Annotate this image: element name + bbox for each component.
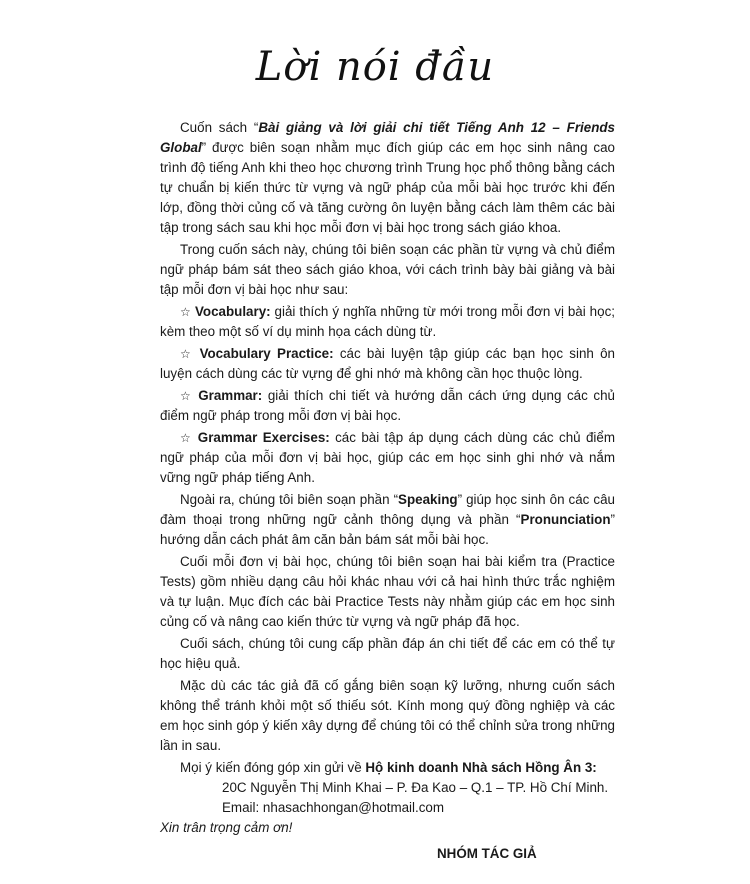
publisher-name: Hộ kinh doanh Nhà sách Hồng Ân 3: (365, 760, 597, 775)
text: Ngoài ra, chúng tôi biên soạn phần “ (180, 492, 399, 507)
text: ” giúp học sinh ôn các câu đàm thoại trong những ngữ cảnh thông dụng và phần “ (160, 492, 615, 527)
item-label: Grammar: (198, 388, 263, 403)
item-label: Vocabulary: (194, 304, 271, 319)
intro-paragraph (160, 118, 615, 238)
item-label: Grammar Exercises: (197, 430, 330, 445)
text: Mọi ý kiến đóng góp xin gửi về (180, 760, 366, 775)
tests-paragraph: Cuối mỗi đơn vị bài học, chúng tôi biên soạn hai bài kiểm tra (Practice Tests) gồm nhiều dạng câu hỏi khác nhau với cả hai hình thức trắc nghiệm và tự luận. Mục đích các bài Practice Tests này nhằm giúp các em học sinh củng cố và nâng cao kiến thức từ vựng và ngữ pháp đã học. (160, 554, 615, 629)
item-grammar (160, 386, 615, 426)
item-vocabulary (160, 302, 615, 342)
item-grammar-exercises (160, 428, 615, 488)
star-icon: ☆ (180, 305, 191, 319)
star-icon: ☆ (180, 347, 194, 361)
item-text: các bài tập áp dụng cách dùng các chủ điểm ngữ pháp của mỗi đơn vị bài học, giúp các em học sinh ghi nhớ và nắm vững ngữ pháp tiếng Anh. (160, 430, 615, 485)
star-icon: ☆ (180, 389, 193, 403)
email: Email: nhasachhongan@hotmail.com (222, 800, 445, 815)
speaking-paragraph (160, 490, 615, 550)
text: ” được biên soạn nhằm mục đích giúp các em học sinh nâng cao trình độ tiếng Anh khi theo học chương trình Trung học phổ thông bằng cách tự chuẩn bị kiến thức từ vựng và ngữ pháp của mỗi bài học trước khi đến lớp, đồng thời củng cố và tăng cường ôn luyện bằng cách làm thêm các bài tập trong sách sau khi học mỗi đơn vị bài học trong sách giáo khoa. (160, 140, 615, 235)
answers-paragraph: Cuối sách, chúng tôi cung cấp phần đáp án chi tiết để các em có thể tự học hiệu quả. (160, 636, 615, 671)
contact-paragraph (160, 758, 615, 778)
apology-paragraph: Mặc dù các tác giả đã cố gắng biên soạn kỹ lưỡng, nhưng cuốn sách không thể tránh khỏi một số thiếu sót. Kính mong quý đồng nghiệp và các em học sinh góp ý kiến xây dựng để chúng tôi có thể chỉnh sửa trong những lần in sau. (160, 678, 615, 753)
page-title: Lời nói đầu (255, 44, 495, 90)
pronunciation-label: Pronunciation (520, 512, 611, 527)
speaking-label: Speaking (398, 492, 458, 507)
item-text: giải thích ý nghĩa những từ mới trong mỗi đơn vị bài học; kèm theo một số ví dụ minh họa cách dùng từ. (160, 304, 615, 339)
address: 20C Nguyễn Thị Minh Khai – P. Đa Kao – Q.1 – TP. Hồ Chí Minh. (222, 780, 609, 795)
preface-body (160, 0, 615, 884)
item-label: Vocabulary Practice: (199, 346, 334, 361)
thanks: Xin trân trọng cảm ơn! (160, 820, 293, 835)
item-text: giải thích chi tiết và hướng dẫn cách ứng dụng các chủ điểm ngữ pháp trong mỗi đơn vị bài học. (160, 388, 615, 423)
signature: NHÓM TÁC GIẢ (437, 846, 537, 861)
item-vocabulary-practice (160, 344, 615, 384)
star-icon: ☆ (180, 431, 193, 445)
item-text: các bài luyện tập giúp các bạn học sinh ôn luyện cách dùng các từ vựng để ghi nhớ mà không cần học thuộc lòng. (160, 346, 615, 381)
structure-paragraph: Trong cuốn sách này, chúng tôi biên soạn các phần từ vựng và chủ điểm ngữ pháp bám sát theo sách giáo khoa, với cách trình bày bài giảng và bài tập mỗi đơn vị bài học như sau: (160, 242, 615, 297)
book-title: Bài giảng và lời giải chi tiết Tiếng Anh 12 – Friends Global (160, 120, 615, 155)
text: ” hướng dẫn cách phát âm căn bản bám sát mỗi bài học. (160, 512, 615, 547)
text: Cuốn sách “ (180, 120, 259, 135)
